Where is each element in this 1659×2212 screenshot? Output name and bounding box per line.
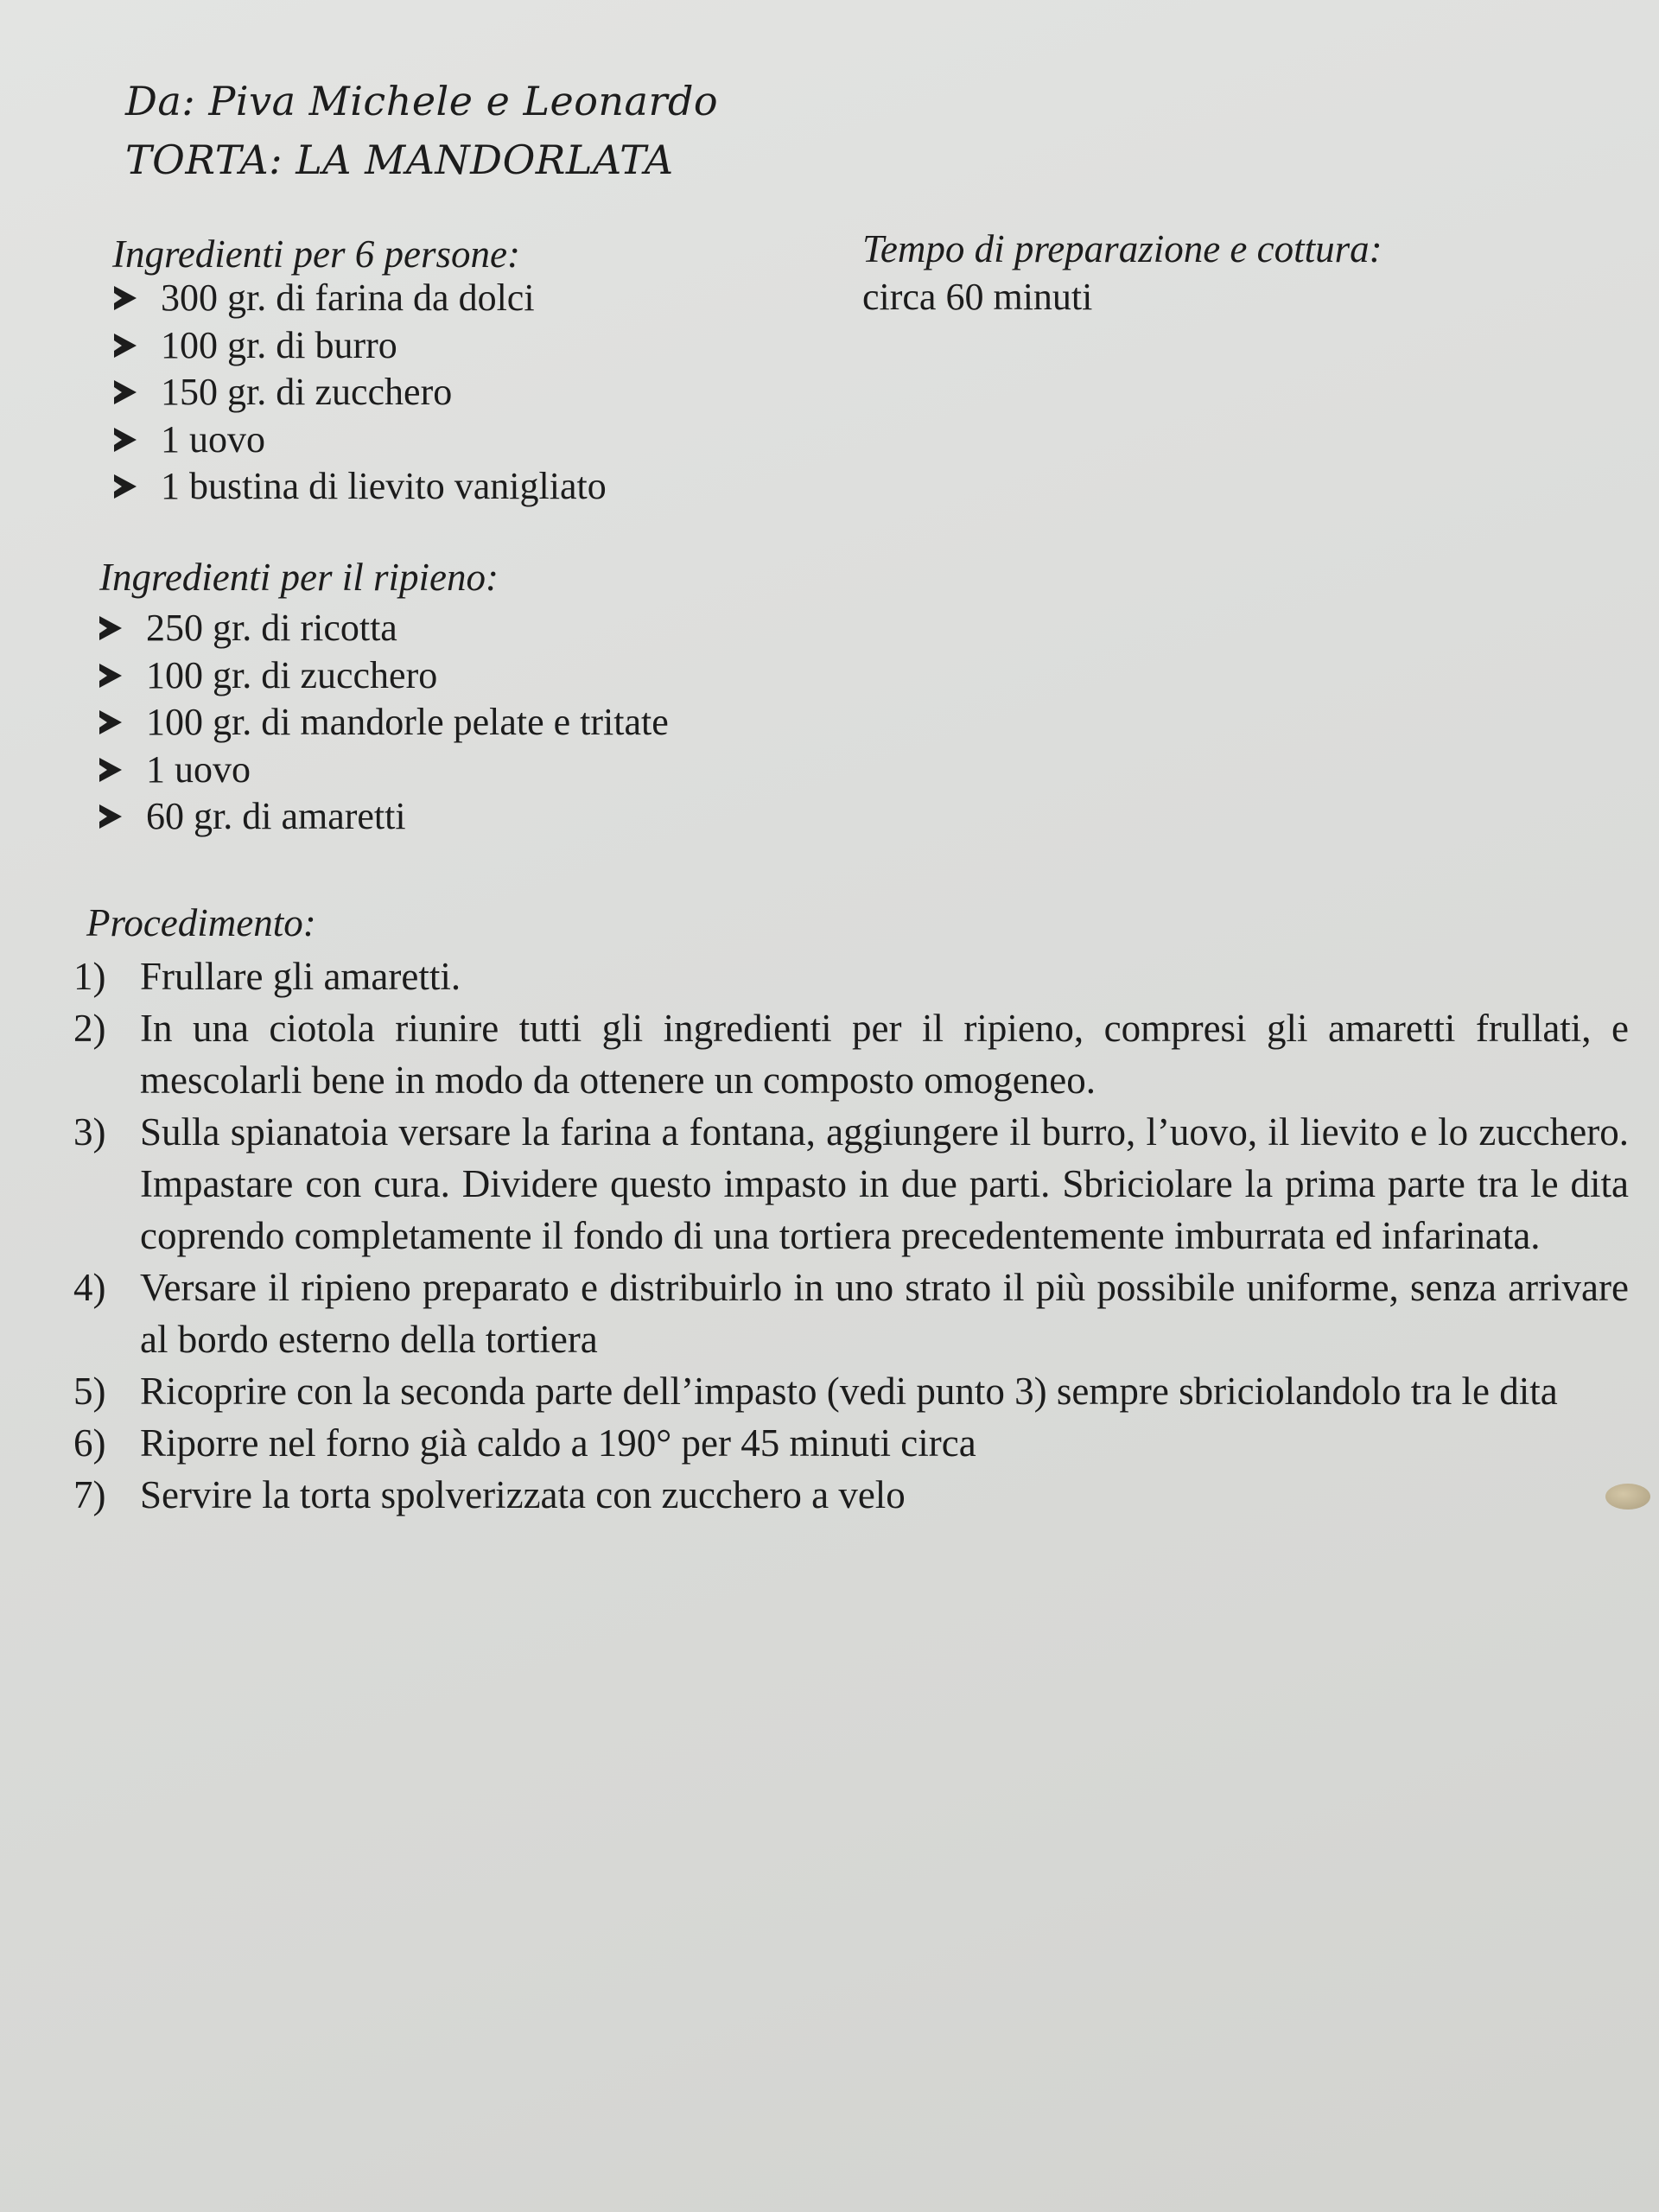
step-number: 3) [73,1110,106,1154]
step-text: Sulla spianatoia versare la farina a fontana, aggiungere il burro, l’uovo, il lievito e lo zucchero. Impastare con cura. Dividere questo impasto in due parti. Sbriciolare la prima parte tra le dita coprendo completamente il fondo di una tortiera precedentemente imburrata ed infarinata. [140,1110,1629,1257]
base-ingredients-list [114,275,607,511]
step-number: 6) [73,1421,106,1465]
ingredient-text: 1 uovo [161,417,265,461]
step-text: Ricoprire con la seconda parte dell’impasto (vedi punto 3) sempre sbriciolandolo tra le dita [140,1370,1558,1413]
step-number: 7) [73,1473,106,1516]
step-text: Frullare gli amaretti. [140,955,461,998]
list-item [114,322,607,370]
list-item [99,793,669,841]
recipe-title: TORTA: LA MANDORLATA [125,137,674,183]
list-item [99,605,669,652]
ingredient-text: 60 gr. di amaretti [146,795,406,837]
ingredient-text: 100 gr. di mandorle pelate e tritate [146,701,669,743]
step-item [73,1469,1629,1521]
step-item [73,1262,1629,1365]
step-text: Servire la torta spolverizzata con zucchero a velo [140,1473,906,1516]
ingredient-text: 150 gr. di zucchero [161,371,453,413]
step-item [73,1002,1629,1106]
step-number: 2) [73,1007,106,1050]
arrow-bullet-icon [99,710,122,734]
step-item [73,1365,1629,1417]
step-item [73,1106,1629,1262]
time-heading: Tempo di preparazione e cottura: [862,227,1382,270]
ingredient-text: 1 bustina di lievito vanigliato [161,465,607,507]
list-item [114,275,607,322]
ingredient-text: 300 gr. di farina da dolci [161,276,535,319]
time-value: circa 60 minuti [862,276,1093,318]
recipe-author: Da: Piva Michele e Leonardo [125,78,719,124]
ingredient-text: 100 gr. di zucchero [146,653,438,696]
step-number: 4) [73,1266,106,1309]
ingredient-text: 1 uovo [146,747,251,791]
filling-ingredients-heading: Ingredienti per il ripieno: [99,556,499,599]
arrow-bullet-icon [114,428,137,452]
list-item [114,369,607,416]
procedure-heading: Procedimento: [86,901,316,944]
list-item [99,747,669,794]
ingredient-text: 100 gr. di burro [161,323,397,366]
step-number: 5) [73,1370,106,1413]
arrow-bullet-icon [114,334,137,358]
step-item [73,950,1629,1002]
arrow-bullet-icon [99,664,122,688]
filling-ingredients-list [99,605,669,841]
list-item [99,652,669,700]
arrow-bullet-icon [99,758,122,782]
step-text: In una ciotola riunire tutti gli ingredienti per il ripieno, compresi gli amaretti frullati, e mescolarli bene in modo da ottenere un composto omogeneo. [140,1007,1629,1102]
ingredient-text: 250 gr. di ricotta [146,607,397,649]
paper-stain [1605,1484,1650,1510]
list-item [99,699,669,747]
procedure-steps [73,950,1629,1521]
arrow-bullet-icon [114,380,137,404]
list-item [114,463,607,511]
base-ingredients-heading: Ingredienti per 6 persone: [112,232,520,276]
step-text: Riporre nel forno già caldo a 190° per 45 minuti circa [140,1421,976,1465]
arrow-bullet-icon [114,474,137,499]
step-text: Versare il ripieno preparato e distribuirlo in uno strato il più possibile uniforme, senza arrivare al bordo esterno della tortiera [140,1266,1629,1361]
step-item [73,1417,1629,1469]
arrow-bullet-icon [99,804,122,829]
list-item [114,416,607,464]
step-number: 1) [73,955,106,998]
arrow-bullet-icon [99,616,122,640]
arrow-bullet-icon [114,286,137,310]
